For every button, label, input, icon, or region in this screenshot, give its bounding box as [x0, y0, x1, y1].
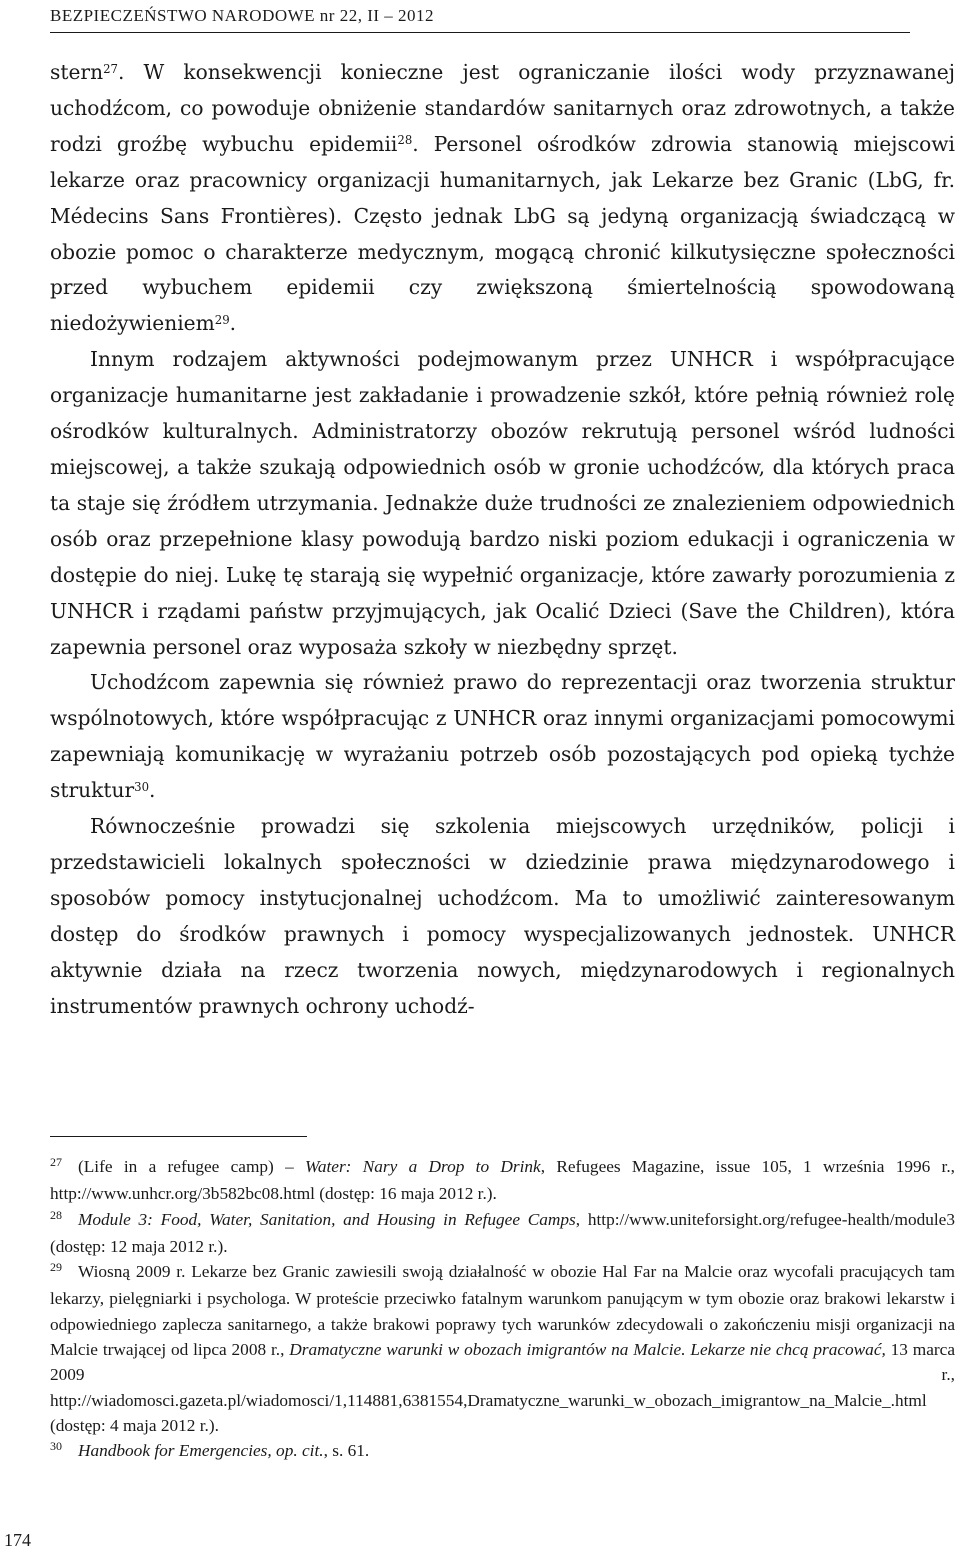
footnote	[50, 1154, 955, 1207]
text-run: Wiosną 2009 r. Lekarze bez Granic zawiesili swoją działalność w obozie Hal Far na Malcie oraz wycofali pracujących tam lekarzy, pielęgniarki i psychologa. W proteście przeciwko fatalnym warunkom panującym w tym obozie oraz brakowi lekarstw i odpowiedniego zaplecza sanitarnego, a także brakowi poprawy tych warunków zdecydowali o zakończeniu misji organizacji na Malcie trwającej od lipca 2008 r.,	[50, 1262, 955, 1360]
paragraph	[50, 342, 955, 665]
main-text	[50, 55, 955, 1024]
running-header: BEZPIECZEŃSTWO NARODOWE nr 22, II – 2012	[50, 6, 910, 33]
footnote-ref: 28	[397, 133, 413, 148]
footnote-number: 30	[50, 1439, 62, 1454]
paragraph	[50, 55, 955, 342]
footnote	[50, 1259, 955, 1438]
footnote-ref: 30	[134, 779, 150, 794]
text-run: , http://www.uniteforsight.org/refugee-health/module3 (dostęp: 12 maja 2012 r.).	[50, 1209, 955, 1256]
text-run: Uchodźcom zapewnia się również prawo do reprezentacji oraz tworzenia struktur wspólnotowych, które współpracując z UNHCR oraz innymi organizacjami pomocowymi zapewniają komunikację w wyrażaniu potrzeb osób pozostających pod opieką tychże struktur	[50, 670, 955, 803]
footnote-ref: 29	[214, 312, 230, 327]
footnote	[50, 1207, 955, 1260]
text-run: stern	[50, 60, 104, 84]
italic-title: Module 3: Food, Water, Sanitation, and Housing in Refugee Camps	[78, 1209, 576, 1229]
footnote-ref: 27	[103, 61, 118, 76]
italic-title: Dramatyczne warunki w obozach imigrantów na Malcie. Lekarze nie chcą pracować,	[289, 1340, 886, 1360]
text-run: .	[229, 311, 237, 336]
page-number: 174	[4, 1530, 31, 1550]
italic-title: Handbook for Emergencies, op. cit.	[78, 1441, 324, 1461]
footnote-number: 29	[50, 1260, 62, 1275]
text-run: . W konsekwencji konieczne jest ograniczanie ilości wody przyznawanej uchodźcom, co powoduje obniżenie standardów sanitarnych oraz zdrowotnych, a także rodzi groźbę wybuchu epidemii	[50, 60, 955, 156]
footnotes	[50, 1154, 955, 1466]
text-run: .	[149, 778, 156, 803]
text-run: , s. 61.	[323, 1441, 370, 1461]
footnote-number: 27	[50, 1155, 62, 1169]
text-run: , Refugees Magazine, issue 105, 1 września 1996 r., http://www.unhcr.org/3b582bc08.html (dostęp: 16 maja 2012 r.).	[50, 1157, 955, 1204]
text-run: . Personel ośrodków zdrowia stanowią miejscowi lekarze oraz pracownicy organizacji humanitarnych, jak Lekarze bez Granic (LbG, fr. Médecins Sans Frontières). Często jednak LbG są jedyną organizacją świadczącą w obozie pomoc o charakterze medycznym, mogącą chronić kilkutysięczne społeczności przed wybuchem epidemii czy zwiększoną śmiertelnością spowodowaną niedożywieniem	[50, 131, 955, 336]
paragraph	[50, 665, 955, 809]
paragraph	[50, 809, 955, 1024]
italic-title: Water: Nary a Drop to Drink	[305, 1157, 541, 1176]
footnote-divider	[50, 1136, 307, 1137]
text-run: Równocześnie prowadzi się szkolenia miejscowych urzędników, policji i przedstawicieli lokalnych społeczności w dziedzinie prawa międzynarodowego i sposobów pomocy instytucjonalnej uchodźcom. Ma to umożliwić zainteresowanym dostęp do środków prawnych i pomocy wyspecjalizowanych jednostek. UNHCR aktywnie działa na rzecz tworzenia nowych, międzynarodowych i regionalnych instrumentów prawnych ochrony uchodź-	[50, 814, 955, 1018]
text-run: Innym rodzajem aktywności podejmowanym przez UNHCR i współpracujące organizacje humanitarne jest zakładanie i prowadzenie szkół, które pełnią również rolę ośrodków kulturalnych. Administratorzy obozów rekrutują personel wśród ludności miejscowej, a także szukają odpowiednich osób w gronie uchodźców, dla których praca ta staje się źródłem utrzymania. Jednakże duże trudności ze znalezieniem odpowiednich osób oraz przepełnione klasy powodują bardzo niski poziom edukacji i ograniczenia w dostępie do niej. Lukę tę starają się wypełnić organizacje, które zawarły porozumienia z UNHCR i rządami państw przyjmujących, jak Ocalić Dzieci (Save the Children), która zapewnia personel oraz wyposaża szkoły w niezbędny sprzęt.	[50, 347, 955, 659]
footnote-number: 28	[50, 1207, 62, 1222]
text-run: (Life in a refugee camp) –	[78, 1157, 306, 1176]
text-run: 13 marca 2009 r., http://wiadomosci.gazeta.pl/wiadomosci/1,114881,6381554,Dramatyczne_warunki_w_obozach_imigrantow_na_Malcie_.html (dostęp: 4 maja 2012 r.).	[50, 1340, 955, 1435]
footnote	[50, 1438, 955, 1465]
